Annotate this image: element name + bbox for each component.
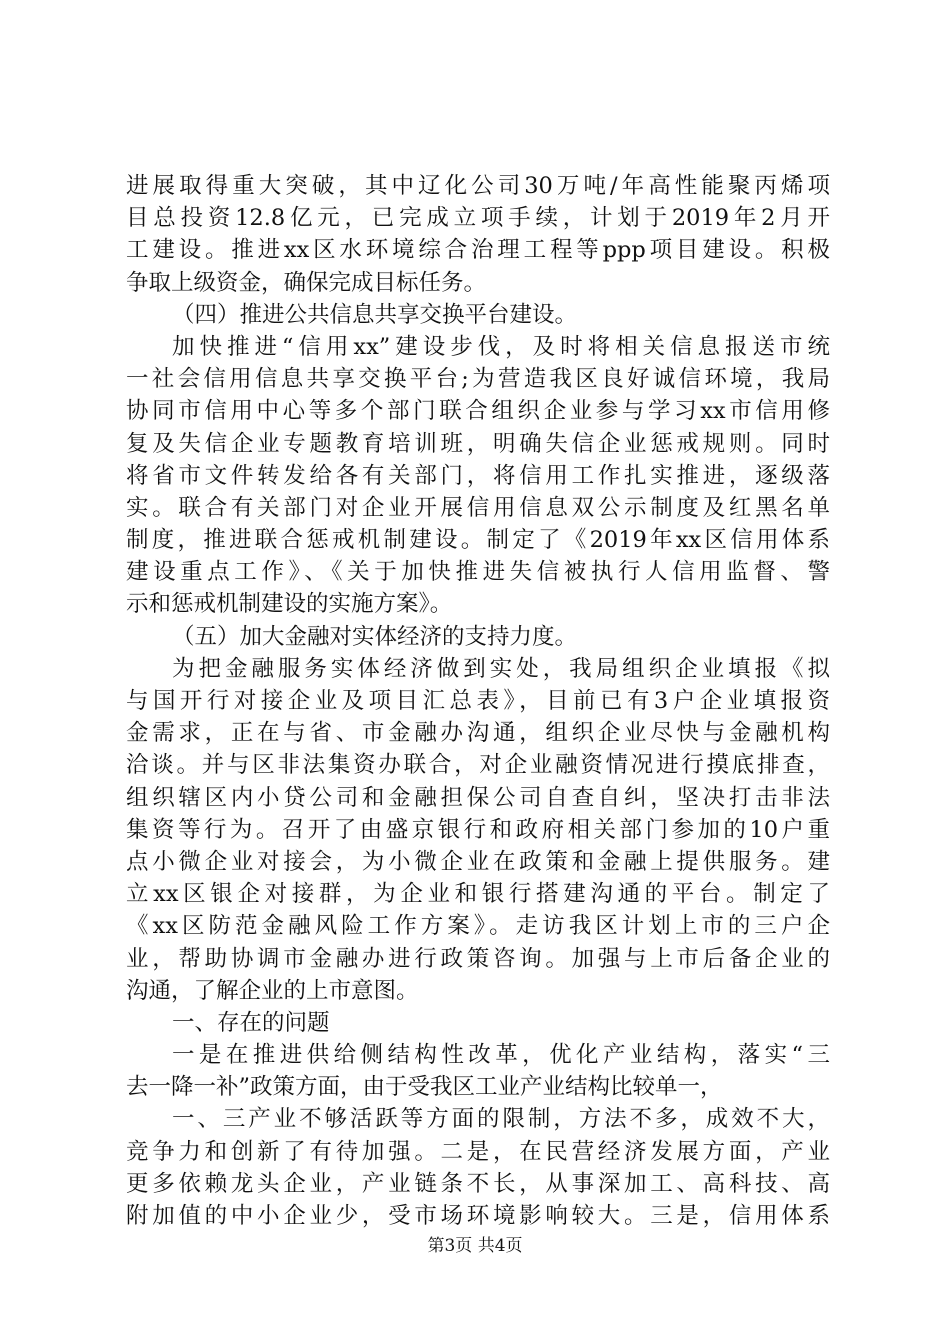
text-line: 立xx区银企对接群，为企业和银行搭建沟通的平台。制定了 [126, 881, 830, 908]
text-line: 协同市信用中心等多个部门联合组织企业参与学习xx市信用修 [126, 398, 830, 425]
text-line: 与国开行对接企业及项目汇总表》，目前已有3户企业填报资 [126, 688, 830, 714]
text-line: 将省市文件转发给各有关部门，将信用工作扎实推进，逐级落 [126, 462, 830, 489]
text-line: 争取上级资金，确保完成目标任务。 [126, 269, 487, 296]
text-line: 进展取得重大突破，其中辽化公司30万吨/年高性能聚丙烯项 [126, 173, 830, 199]
text-line: 为把金融服务实体经济做到实处，我局组织企业填报《拟 [172, 655, 830, 682]
text-line: 竞争力和创新了有待加强。二是，在民营经济发展方面，产业 [126, 1138, 830, 1165]
page-number-footer: 第3页 共4页 [427, 1236, 523, 1256]
text-line: 组织辖区内小贷公司和金融担保公司自查自纠，坚决打击非法 [126, 784, 830, 811]
text-line: 制度，推进联合惩戒机制建设。制定了《2019年xx区信用体系 [126, 527, 830, 554]
text-line: 加快推进“信用xx”建设步伐，及时将相关信息报送市统 [172, 333, 830, 360]
text-line: 目总投资12.8亿元，已完成立项手续，计划于2019年2月开 [126, 205, 830, 232]
text-line: 复及失信企业专题教育培训班，明确失信企业惩戒规则。同时 [126, 430, 830, 457]
section-heading: （五）加大金融对实体经济的支持力度。 [172, 623, 578, 650]
text-line: 集资等行为。召开了由盛京银行和政府相关部门参加的10户重 [126, 816, 830, 843]
text-line: 点小微企业对接会，为小微企业在政策和金融上提供服务。建 [126, 848, 830, 875]
text-line: 附加值的中小企业少，受市场环境影响较大。三是，信用体系 [126, 1203, 830, 1229]
text-line: 《xx区防范金融风险工作方案》。走访我区计划上市的三户企 [126, 913, 830, 940]
text-line: 一社会信用信息共享交换平台;为营造我区良好诚信环境，我局 [126, 366, 830, 393]
text-line: 实。联合有关部门对企业开展信用信息双公示制度及红黑名单 [126, 494, 830, 521]
text-line: 沟通，了解企业的上市意图。 [126, 977, 419, 1004]
section-heading: （四）推进公共信息共享交换平台建设。 [172, 301, 578, 328]
text-line: 建设重点工作》、《关于加快推进失信被执行人信用监督、警 [126, 559, 830, 586]
text-line: 去一降一补”政策方面，由于受我区工业产业结构比较单一， [126, 1074, 723, 1101]
body-text [126, 170, 830, 1232]
text-line: 更多依赖龙头企业，产业链条不长，从事深加工、高科技、高 [126, 1170, 830, 1197]
text-line: 工建设。推进xx区水环境综合治理工程等ppp项目建设。积极 [126, 237, 830, 264]
text-line: 一是在推进供给侧结构性改革，优化产业结构，落实“三 [172, 1042, 830, 1069]
text-line: 业，帮助协调市金融办进行政策咨询。加强与上市后备企业的 [126, 945, 830, 972]
text-line: 金需求，正在与省、市金融办沟通，组织企业尽快与金融机构 [126, 720, 830, 747]
text-line: 一、三产业不够活跃等方面的限制，方法不多，成效不大， [172, 1106, 830, 1133]
text-line: 示和惩戒机制建设的实施方案》。 [126, 591, 453, 618]
section-heading: 一、存在的问题 [172, 1009, 330, 1036]
text-line: 洽谈。并与区非法集资办联合，对企业融资情况进行摸底排查， [126, 752, 830, 779]
